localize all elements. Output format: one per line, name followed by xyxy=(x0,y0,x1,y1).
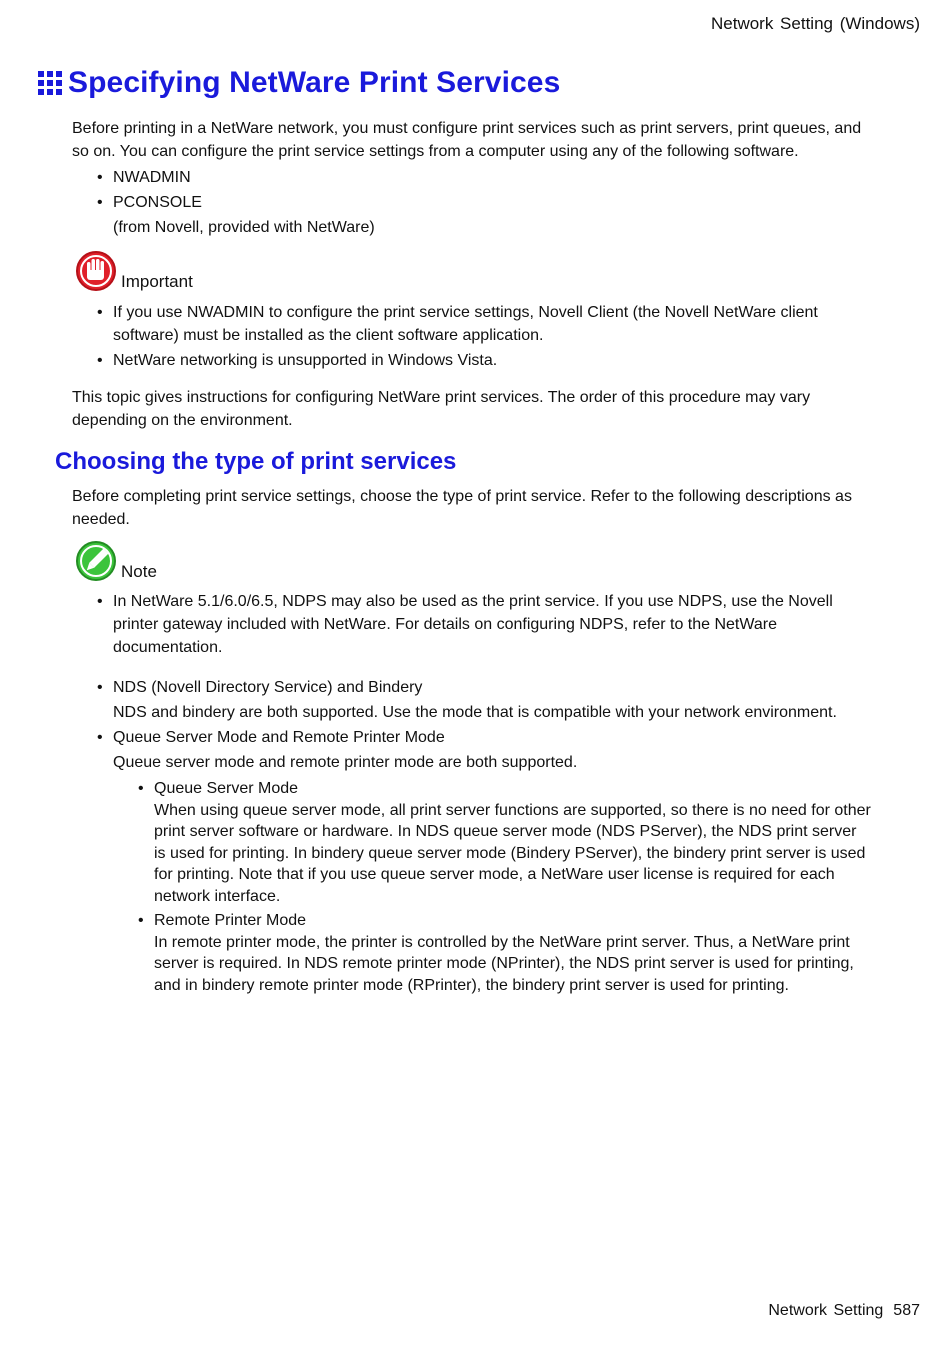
note-block xyxy=(72,590,872,659)
mode-desc: In remote printer mode, the printer is controlled by the NetWare print server. Thus, a NetWare print server is required. In NDS remote printer mode (NPrinter), the NDS print server is used for printing, and in bindery remote printer mode (RPrinter), the bindery print server is used for printing. xyxy=(154,933,854,994)
service-type-list xyxy=(72,675,872,996)
list-item xyxy=(72,675,872,725)
item-desc: NDS and bindery are both supported. Use the mode that is compatible with your network environment. xyxy=(113,704,837,721)
software-list xyxy=(72,165,872,240)
important-list xyxy=(72,301,872,372)
item-title: Queue Server Mode and Remote Printer Mode xyxy=(113,729,445,746)
software-note: (from Novell, provided with NetWare) xyxy=(113,219,375,236)
important-callout xyxy=(75,250,193,292)
stop-hand-icon xyxy=(75,250,117,292)
mode-list xyxy=(113,778,872,996)
list-item xyxy=(72,725,872,996)
important-label: Important xyxy=(121,272,193,291)
note-label: Note xyxy=(121,562,157,581)
outro-paragraph: This topic gives instructions for configuring NetWare print services. The order of this procedure may vary depending on the environment. xyxy=(72,389,811,429)
mode-title: Queue Server Mode xyxy=(154,780,299,797)
page-title: Specifying NetWare Print Services xyxy=(68,66,561,99)
software-name: PCONSOLE xyxy=(113,194,202,211)
page-number: 587 xyxy=(893,1302,920,1319)
mode-desc: When using queue server mode, all print server functions are supported, so there is no need for other print server software or hardware. In NDS queue server mode (NDS PServer), the NDS print server is used for printing. In bindery queue server mode (Bindery PServer), the bindery print server is used for printing. Note that if you use queue server mode, a NetWare user license is required for each network interface. xyxy=(154,801,871,905)
intro-block xyxy=(72,117,872,240)
outro-block xyxy=(72,386,872,432)
subsection-intro-block xyxy=(72,485,872,531)
important-block xyxy=(72,301,872,372)
note-list xyxy=(72,590,872,659)
list-item: • In NetWare 5.1/6.0/6.5, NDPS may also be used as the print service. If you use NDPS, use the Novell printer gateway included with NetWare. For details on configuring NDPS, refer to the NetWare documentation. xyxy=(72,590,872,659)
list-item xyxy=(113,778,872,907)
page-footer xyxy=(768,1302,920,1320)
pencil-icon xyxy=(75,540,117,582)
list-item xyxy=(113,910,872,996)
list-item: • If you use NWADMIN to configure the print service settings, Novell Client (the Novell NetWare client software) must be installed as the client software application. xyxy=(72,301,872,347)
list-item xyxy=(72,190,872,240)
list-item: • NetWare networking is unsupported in Windows Vista. xyxy=(72,349,872,372)
mode-title: Remote Printer Mode xyxy=(154,912,307,929)
running-header: Network Setting (Windows) xyxy=(710,14,920,33)
subsection-heading: Choosing the type of print services xyxy=(55,448,457,475)
print-service-types xyxy=(72,675,872,999)
grid-icon xyxy=(38,71,62,95)
note-callout xyxy=(75,540,157,582)
list-item: • NWADMIN xyxy=(72,165,872,190)
item-desc: Queue server mode and remote printer mode are both supported. xyxy=(113,754,578,771)
subsection-intro: Before completing print service settings, choose the type of print service. Refer to the following descriptions as needed. xyxy=(72,488,852,528)
item-title: NDS (Novell Directory Service) and Bindery xyxy=(113,679,423,696)
footer-section: Network Setting xyxy=(768,1302,884,1319)
section-heading xyxy=(38,66,560,100)
intro-paragraph: Before printing in a NetWare network, you must configure print services such as print servers, print queues, and so on. You can configure the print service settings from a computer using any of the following software. xyxy=(72,120,862,160)
